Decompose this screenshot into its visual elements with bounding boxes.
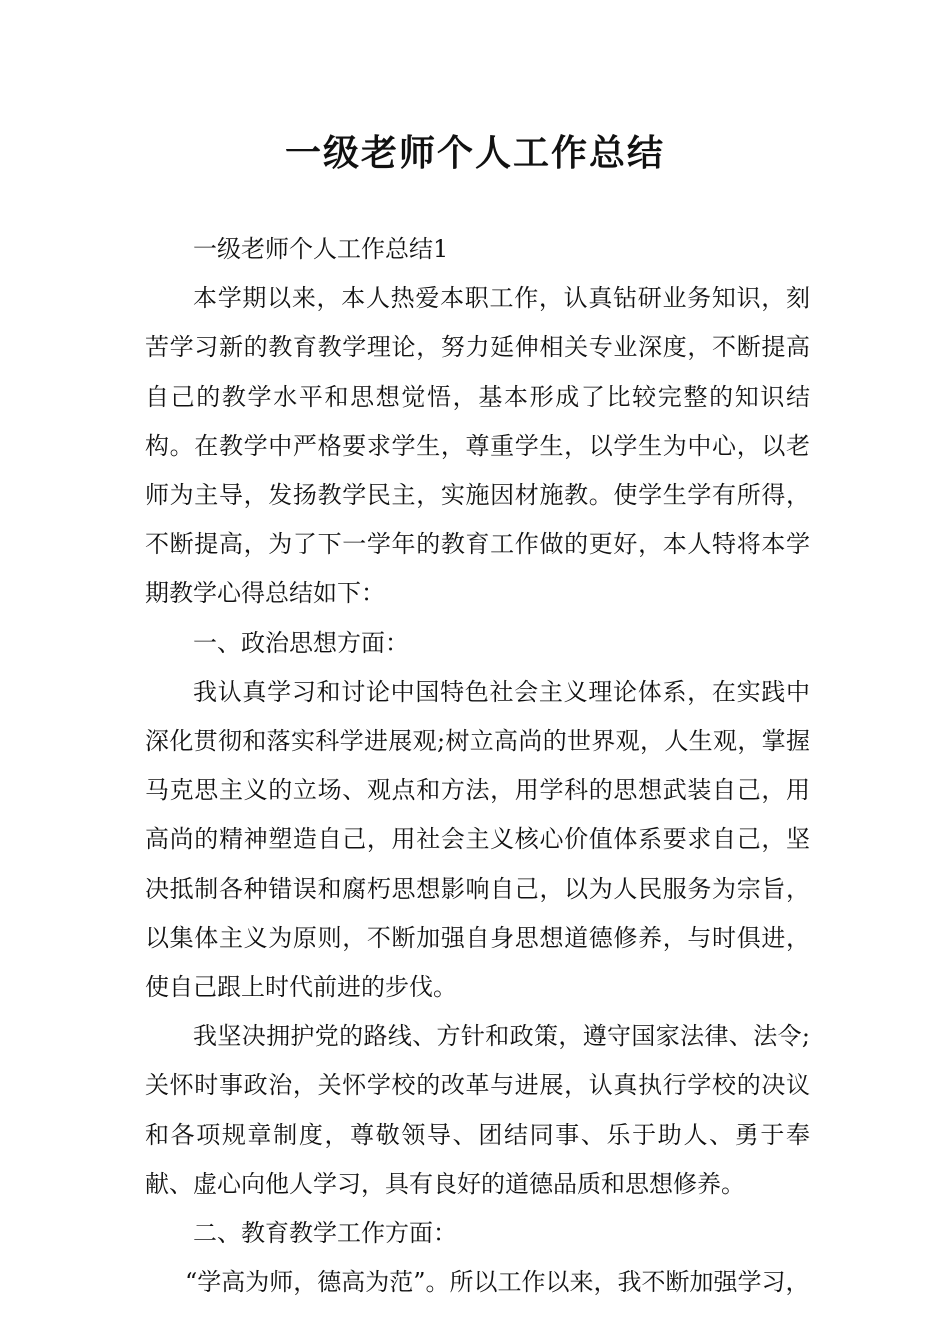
document-body [145,225,810,1307]
paragraph-teaching-1: “学高为师，德高为范”。所以工作以来，我不断加强学习， [185,1268,810,1297]
paragraph-politics-2: 我坚决拥护党的路线、方针和政策，遵守国家法律、法令;关怀时事政治，关怀学校的改革与进展，认真执行学校的决议和各项规章制度，尊敬领导、团结同事、乐于助人、勇于奉献、虚心向他人学习，具有良好的道德品质和思想修养。 [145,1022,810,1198]
document-title: 一级老师个人工作总结 [284,133,665,174]
section-heading-teaching: 二、教育教学工作方面： [193,1219,457,1248]
section-heading-1: 一级老师个人工作总结1 [193,235,449,263]
paragraph-intro: 本学期以来，本人热爱本职工作，认真钻研业务知识，刻苦学习新的教育教学理论，努力延伸相关专业深度，不断提高自己的教学水平和思想觉悟，基本形成了比较完整的知识结构。在教学中严格要求学生，尊重学生，以学生为中心，以老师为主导，发扬教学民主，实施因材施教。使学生学有所得，不断提高，为了下一学年的教育工作做的更好，本人特将本学期教学心得总结如下： [145,284,810,608]
paragraph-politics-1: 我认真学习和讨论中国特色社会主义理论体系，在实践中深化贯彻和落实科学进展观;树立高尚的世界观，人生观，掌握马克思主义的立场、观点和方法，用学科的思想武装自己，用高尚的精神塑造自己，用社会主义核心价值体系要求自己，坚决抵制各种错误和腐朽思想影响自己，以为人民服务为宗旨，以集体主义为原则，不断加强自身思想道德修养，与时俱进，使自己跟上时代前进的步伐。 [145,677,810,1002]
section-heading-politics: 一、政治思想方面： [193,628,409,657]
